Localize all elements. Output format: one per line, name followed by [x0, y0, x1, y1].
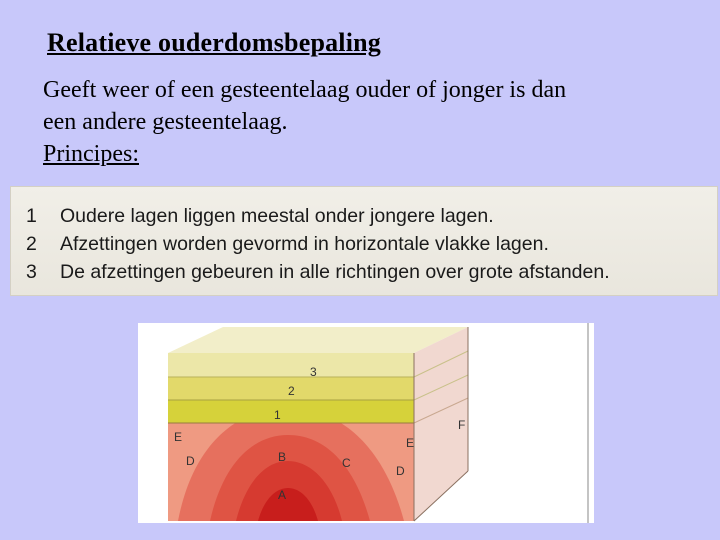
principles-list — [10, 186, 718, 286]
label-b: B — [278, 450, 287, 464]
label-d-right: D — [396, 464, 405, 478]
layer-1 — [168, 400, 414, 423]
intro-text — [43, 74, 703, 170]
label-layer-1: 1 — [274, 408, 281, 422]
principle-text: De afzettingen gebeuren in alle richtingen over grote afstanden. — [60, 261, 610, 283]
intro-line-1: Geeft weer of een gesteentelaag ouder of jonger is dan — [43, 77, 567, 103]
principes-label: Principes: — [43, 141, 139, 167]
rock-layers-diagram — [138, 323, 594, 523]
principle-item — [26, 202, 718, 230]
principle-text: Afzettingen worden gevormd in horizontale vlakke lagen. — [60, 233, 549, 255]
principle-item — [26, 258, 718, 286]
label-a: A — [278, 488, 287, 502]
intro-line-2: een andere gesteentelaag. — [43, 109, 288, 135]
label-layer-3: 3 — [310, 365, 317, 379]
principle-text: Oudere lagen liggen meestal onder jongere lagen. — [60, 205, 494, 227]
label-c: C — [342, 456, 351, 470]
layer-3 — [168, 353, 414, 377]
label-e-left: E — [174, 430, 183, 444]
principle-number: 1 — [26, 205, 37, 227]
principle-number: 2 — [26, 233, 37, 255]
principles-list-image — [10, 186, 718, 296]
principle-item — [26, 230, 718, 258]
label-d-left: D — [186, 454, 195, 468]
label-f: F — [458, 418, 466, 432]
label-layer-2: 2 — [288, 384, 295, 398]
principle-number: 3 — [26, 261, 37, 283]
label-e-right: E — [406, 436, 415, 450]
page-title: Relatieve ouderdomsbepaling — [47, 28, 382, 57]
